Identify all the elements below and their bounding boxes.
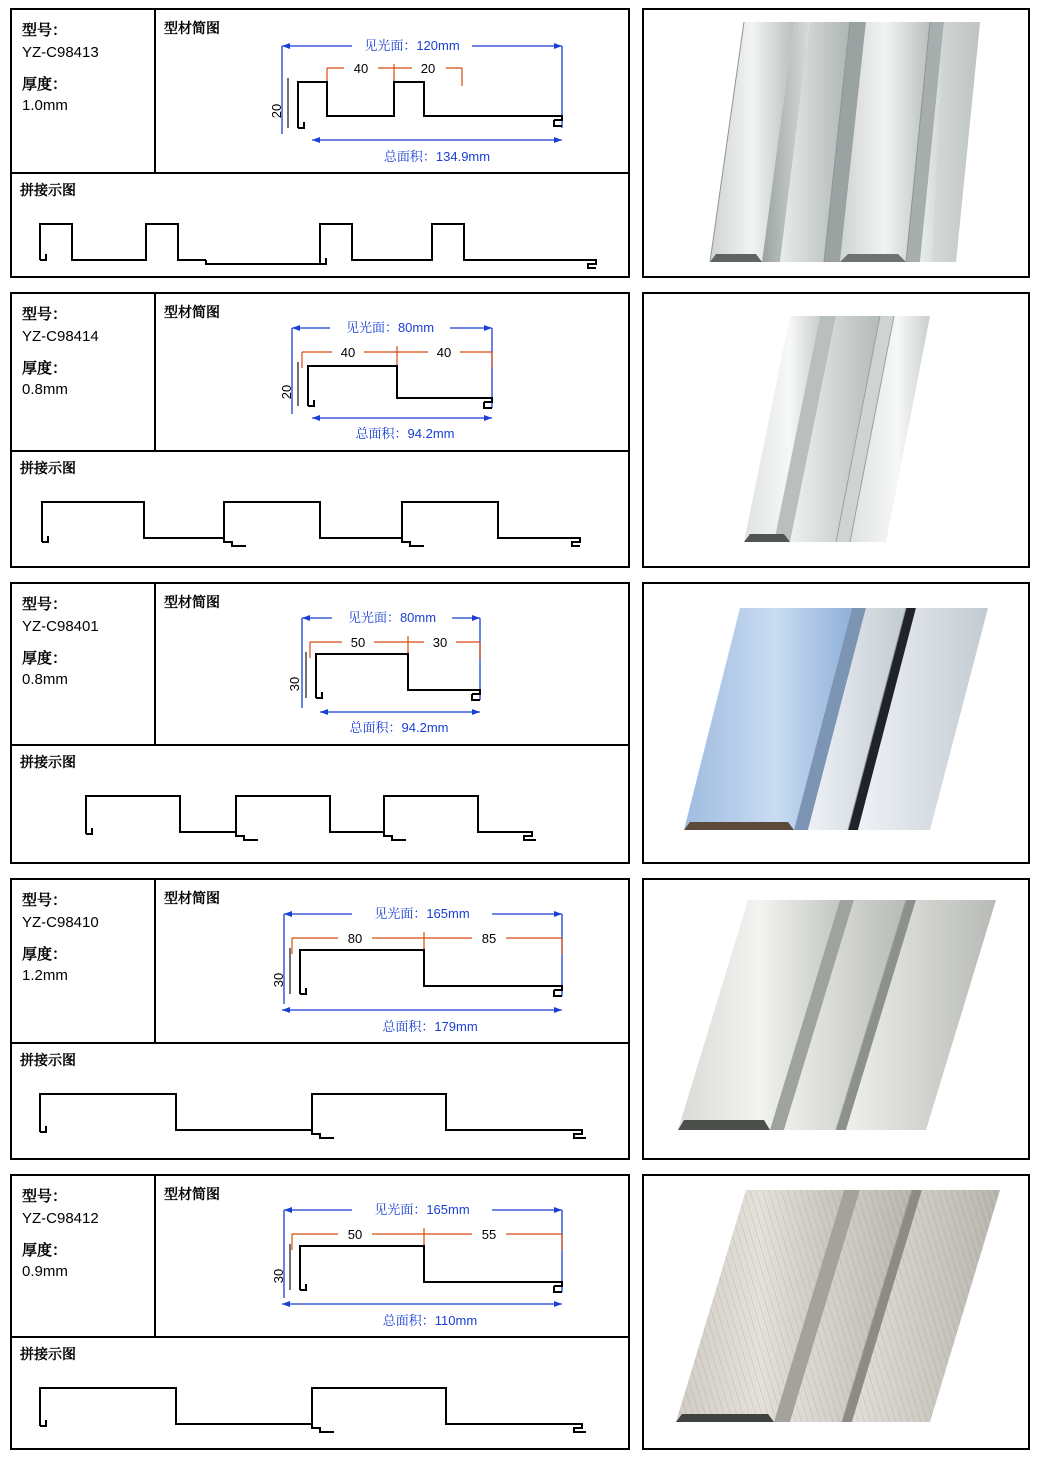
total-area-text: 总面积：94.2mm bbox=[355, 426, 455, 441]
total-area-text: 总面积：179mm bbox=[382, 1019, 478, 1034]
splice-diagram bbox=[20, 774, 620, 852]
segment-left-text: 50 bbox=[347, 1227, 363, 1242]
product-photo bbox=[642, 8, 1030, 278]
product-row bbox=[10, 292, 1030, 568]
splice-diagram-title: 拼接示图 bbox=[20, 182, 76, 198]
model-value: YZ-C98413 bbox=[22, 43, 99, 61]
splice-diagram bbox=[20, 480, 620, 554]
profile-diagram-title: 型材简图 bbox=[164, 304, 220, 320]
profile-photo-grey-wide bbox=[644, 880, 1028, 1158]
segment-right-text: 40 bbox=[436, 345, 452, 360]
face-width-text: 见光面：165mm bbox=[374, 906, 470, 921]
profile-cross-section-diagram bbox=[162, 1182, 622, 1332]
total-area-text: 总面积：110mm bbox=[382, 1313, 478, 1328]
height-text: 30 bbox=[271, 1268, 286, 1284]
thickness-value: 1.0mm bbox=[22, 97, 68, 115]
profile-diagram-cell bbox=[156, 880, 628, 1042]
thickness-value: 0.8mm bbox=[22, 671, 68, 689]
splice-diagram-title: 拼接示图 bbox=[20, 754, 76, 770]
splice-diagram-title: 拼接示图 bbox=[20, 1052, 76, 1068]
profile-diagram-cell bbox=[156, 1176, 628, 1336]
thickness-label: 厚度： bbox=[22, 75, 68, 93]
spec-block bbox=[10, 582, 630, 864]
face-width-text: 见光面：80mm bbox=[345, 320, 435, 335]
spec-block bbox=[10, 292, 630, 568]
profile-section bbox=[12, 294, 628, 452]
segment-right-text: 85 bbox=[481, 931, 497, 946]
product-photo bbox=[642, 582, 1030, 864]
splice-section bbox=[12, 746, 628, 856]
splice-diagram-title: 拼接示图 bbox=[20, 1346, 76, 1362]
height-text: 20 bbox=[269, 103, 284, 119]
thickness-value: 1.2mm bbox=[22, 967, 68, 985]
segment-right-text: 30 bbox=[432, 635, 448, 650]
segment-left-text: 80 bbox=[347, 931, 363, 946]
segment-left-text: 40 bbox=[340, 345, 356, 360]
profile-section bbox=[12, 1176, 628, 1338]
face-width-text: 见光面：120mm bbox=[364, 38, 460, 53]
profile-section bbox=[12, 880, 628, 1044]
face-width-text: 见光面：80mm bbox=[347, 610, 437, 625]
model-label: 型号： bbox=[22, 892, 68, 909]
spec-block bbox=[10, 878, 630, 1160]
thickness-label: 厚度： bbox=[22, 359, 68, 377]
profile-photo-silver-double-rib bbox=[644, 10, 1028, 272]
splice-diagram bbox=[20, 202, 620, 272]
product-row bbox=[10, 878, 1030, 1160]
splice-section bbox=[12, 1338, 628, 1444]
height-text: 30 bbox=[287, 676, 302, 692]
spec-block bbox=[10, 8, 630, 278]
splice-diagram-title: 拼接示图 bbox=[20, 460, 76, 476]
product-row bbox=[10, 582, 1030, 864]
height-text: 30 bbox=[271, 972, 286, 988]
identification-cell bbox=[12, 1176, 156, 1336]
segment-right-text: 20 bbox=[420, 61, 436, 76]
thickness-value: 0.8mm bbox=[22, 381, 68, 399]
model-value: YZ-C98412 bbox=[22, 1209, 99, 1227]
splice-section bbox=[12, 1044, 628, 1150]
profile-diagram-title: 型材简图 bbox=[164, 1186, 220, 1202]
height-text: 20 bbox=[279, 384, 294, 400]
splice-section bbox=[12, 174, 628, 276]
model-label: 型号： bbox=[22, 22, 68, 39]
product-row bbox=[10, 1174, 1030, 1450]
product-photo bbox=[642, 878, 1030, 1160]
splice-diagram bbox=[20, 1072, 620, 1146]
model-value: YZ-C98410 bbox=[22, 913, 99, 931]
profile-cross-section-diagram bbox=[162, 886, 622, 1038]
model-label: 型号： bbox=[22, 596, 68, 613]
identification-cell bbox=[12, 294, 156, 450]
model-label: 型号： bbox=[22, 306, 68, 323]
product-photo bbox=[642, 1174, 1030, 1450]
segment-right-text: 55 bbox=[481, 1227, 497, 1242]
product-photo bbox=[642, 292, 1030, 568]
profile-photo-blue-channel bbox=[644, 584, 1028, 862]
profile-photo-woodgrain-wide bbox=[644, 1176, 1028, 1448]
spec-block bbox=[10, 1174, 630, 1450]
splice-diagram bbox=[20, 1366, 620, 1440]
profile-photo-white-channel bbox=[644, 294, 1028, 566]
total-area-text: 总面积：94.2mm bbox=[349, 720, 449, 735]
thickness-label: 厚度： bbox=[22, 1241, 68, 1259]
profile-diagram-cell bbox=[156, 294, 628, 450]
model-value: YZ-C98414 bbox=[22, 327, 99, 345]
identification-cell bbox=[12, 880, 156, 1042]
profile-diagram-title: 型材简图 bbox=[164, 20, 220, 36]
product-row bbox=[10, 8, 1030, 278]
model-label: 型号： bbox=[22, 1188, 68, 1205]
identification-cell bbox=[12, 10, 156, 172]
profile-section bbox=[12, 584, 628, 746]
face-width-text: 见光面：165mm bbox=[374, 1202, 470, 1217]
splice-section bbox=[12, 452, 628, 558]
profile-diagram-title: 型材简图 bbox=[164, 594, 220, 610]
thickness-label: 厚度： bbox=[22, 945, 68, 963]
model-value: YZ-C98401 bbox=[22, 617, 99, 635]
profile-cross-section-diagram bbox=[162, 590, 622, 740]
thickness-label: 厚度： bbox=[22, 649, 68, 667]
segment-left-text: 40 bbox=[353, 61, 369, 76]
segment-left-text: 50 bbox=[350, 635, 366, 650]
identification-cell bbox=[12, 584, 156, 744]
profile-diagram-title: 型材简图 bbox=[164, 890, 220, 906]
profile-section bbox=[12, 10, 628, 174]
profile-cross-section-diagram bbox=[162, 16, 622, 168]
profile-diagram-cell bbox=[156, 10, 628, 172]
profile-cross-section-diagram bbox=[162, 300, 622, 446]
thickness-value: 0.9mm bbox=[22, 1263, 68, 1281]
total-area-text: 总面积：134.9mm bbox=[383, 149, 491, 164]
profile-diagram-cell bbox=[156, 584, 628, 744]
